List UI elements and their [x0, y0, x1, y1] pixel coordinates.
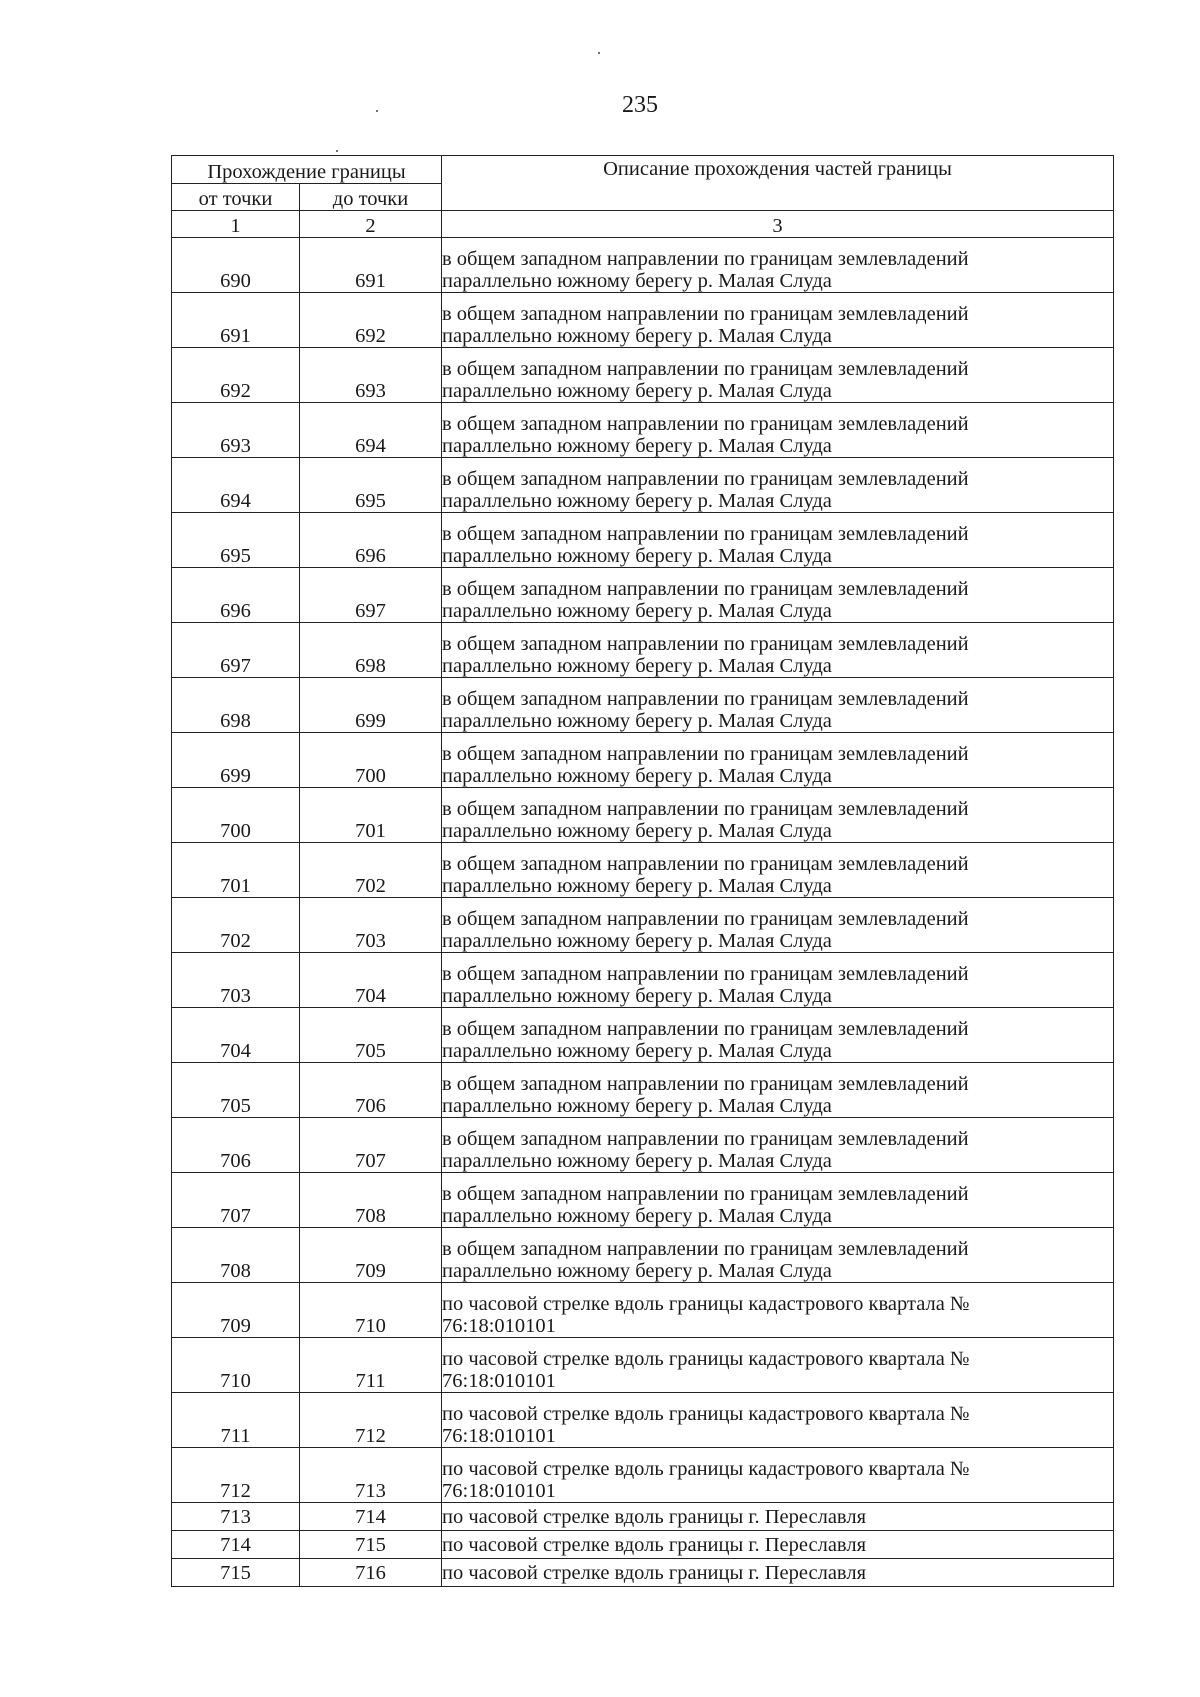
- description-line: по часовой стрелке вдоль границы г. Переславля: [442, 1505, 867, 1528]
- table-row: [172, 1008, 1114, 1063]
- description-cell: [442, 898, 1114, 953]
- description-line: в общем западном направлении по границам землевладений: [442, 578, 969, 600]
- description-line: в общем западном направлении по границам землевладений: [442, 413, 969, 435]
- description-line: по часовой стрелке вдоль границы кадастрового квартала №: [442, 1403, 970, 1425]
- to-point-cell: 716: [300, 1559, 442, 1587]
- from-point-cell: 708: [172, 1228, 300, 1283]
- from-point-cell: 703: [172, 953, 300, 1008]
- from-point-cell: 698: [172, 678, 300, 733]
- to-point-cell: 711: [300, 1338, 442, 1393]
- table-row: [172, 788, 1114, 843]
- from-point-cell: 715: [172, 1559, 300, 1587]
- from-point-cell: 711: [172, 1393, 300, 1448]
- table-row: [172, 623, 1114, 678]
- description-line: в общем западном направлении по границам землевладений: [442, 358, 969, 380]
- description-cell: [442, 1008, 1114, 1063]
- description-cell: [442, 1503, 1114, 1531]
- description-line: в общем западном направлении по границам землевладений: [442, 633, 969, 655]
- to-point-cell: 713: [300, 1448, 442, 1503]
- from-point-cell: 707: [172, 1173, 300, 1228]
- description-line: в общем западном направлении по границам землевладений: [442, 523, 969, 545]
- description-line: параллельно южному берегу р. Малая Слуда: [442, 985, 832, 1007]
- description-cell: [442, 348, 1114, 403]
- description-cell: [442, 1173, 1114, 1228]
- description-cell: [442, 843, 1114, 898]
- scan-speck: [598, 52, 600, 54]
- table-row: [172, 458, 1114, 513]
- table-row: [172, 1559, 1114, 1587]
- to-point-cell: 691: [300, 238, 442, 293]
- from-point-cell: 704: [172, 1008, 300, 1063]
- description-line: по часовой стрелке вдоль границы кадастрового квартала №: [442, 1348, 970, 1370]
- description-line: в общем западном направлении по границам землевладений: [442, 963, 969, 985]
- to-point-cell: 704: [300, 953, 442, 1008]
- to-point-cell: 712: [300, 1393, 442, 1448]
- scan-speck: [336, 150, 338, 152]
- table-row: [172, 1118, 1114, 1173]
- to-point-cell: 700: [300, 733, 442, 788]
- description-line: в общем западном направлении по границам землевладений: [442, 743, 969, 765]
- table-row: [172, 238, 1114, 293]
- table-row: [172, 1063, 1114, 1118]
- description-line: параллельно южному берегу р. Малая Слуда: [442, 1205, 832, 1227]
- description-line: параллельно южному берегу р. Малая Слуда: [442, 655, 832, 677]
- description-cell: [442, 1338, 1114, 1393]
- table-row: [172, 898, 1114, 953]
- description-cell: [442, 293, 1114, 348]
- from-point-cell: 691: [172, 293, 300, 348]
- group-header: Прохождение границы: [172, 156, 442, 184]
- to-point-cell: 707: [300, 1118, 442, 1173]
- description-cell: [442, 568, 1114, 623]
- from-point-cell: 699: [172, 733, 300, 788]
- description-line: 76:18:010101: [442, 1480, 556, 1502]
- to-point-cell: 703: [300, 898, 442, 953]
- column-number: 3: [442, 211, 1114, 238]
- from-point-cell: 713: [172, 1503, 300, 1531]
- header-row: [172, 156, 1114, 184]
- table-row: [172, 1338, 1114, 1393]
- to-point-cell: 692: [300, 293, 442, 348]
- column-number: 1: [172, 211, 300, 238]
- table-row: [172, 568, 1114, 623]
- description-cell: [442, 1448, 1114, 1503]
- table-row: [172, 953, 1114, 1008]
- description-line: параллельно южному берегу р. Малая Слуда: [442, 270, 832, 292]
- from-point-cell: 700: [172, 788, 300, 843]
- description-cell: [442, 458, 1114, 513]
- description-line: в общем западном направлении по границам землевладений: [442, 303, 969, 325]
- from-point-cell: 695: [172, 513, 300, 568]
- description-cell: [442, 953, 1114, 1008]
- table-row: [172, 1283, 1114, 1338]
- from-point-cell: 696: [172, 568, 300, 623]
- description-line: по часовой стрелке вдоль границы кадастрового квартала №: [442, 1458, 970, 1480]
- to-point-cell: 708: [300, 1173, 442, 1228]
- description-cell: [442, 403, 1114, 458]
- description-line: параллельно южному берегу р. Малая Слуда: [442, 435, 832, 457]
- table-row: [172, 293, 1114, 348]
- table-row: [172, 348, 1114, 403]
- description-line: по часовой стрелке вдоль границы г. Переславля: [442, 1533, 867, 1556]
- description-line: в общем западном направлении по границам землевладений: [442, 248, 969, 270]
- description-line: по часовой стрелке вдоль границы кадастрового квартала №: [442, 1293, 970, 1315]
- from-point-cell: 709: [172, 1283, 300, 1338]
- to-point-cell: 693: [300, 348, 442, 403]
- description-line: в общем западном направлении по границам землевладений: [442, 468, 969, 490]
- description-line: 76:18:010101: [442, 1315, 556, 1337]
- table-row: [172, 1448, 1114, 1503]
- description-line: в общем западном направлении по границам землевладений: [442, 853, 969, 875]
- description-line: параллельно южному берегу р. Малая Слуда: [442, 600, 832, 622]
- description-line: параллельно южному берегу р. Малая Слуда: [442, 380, 832, 402]
- description-cell: [442, 1559, 1114, 1587]
- table-row: [172, 1393, 1114, 1448]
- description-line: в общем западном направлении по границам землевладений: [442, 1018, 969, 1040]
- description-line: параллельно южному берегу р. Малая Слуда: [442, 765, 832, 787]
- to-point-header: до точки: [300, 184, 442, 211]
- scan-speck: [376, 110, 378, 112]
- description-line: параллельно южному берегу р. Малая Слуда: [442, 1095, 832, 1117]
- to-point-cell: 714: [300, 1503, 442, 1531]
- description-line: параллельно южному берегу р. Малая Слуда: [442, 1260, 832, 1282]
- table-row: [172, 678, 1114, 733]
- from-point-cell: 690: [172, 238, 300, 293]
- from-point-cell: 714: [172, 1531, 300, 1559]
- description-line: в общем западном направлении по границам землевладений: [442, 688, 969, 710]
- description-cell: [442, 623, 1114, 678]
- description-line: в общем западном направлении по границам землевладений: [442, 1183, 969, 1205]
- to-point-cell: 695: [300, 458, 442, 513]
- from-point-cell: 712: [172, 1448, 300, 1503]
- description-line: параллельно южному берегу р. Малая Слуда: [442, 325, 832, 347]
- description-cell: [442, 1283, 1114, 1338]
- from-point-cell: 710: [172, 1338, 300, 1393]
- table-row: [172, 1503, 1114, 1531]
- description-cell: [442, 513, 1114, 568]
- description-cell: [442, 1228, 1114, 1283]
- to-point-cell: 710: [300, 1283, 442, 1338]
- to-point-cell: 694: [300, 403, 442, 458]
- to-point-cell: 701: [300, 788, 442, 843]
- description-line: параллельно южному берегу р. Малая Слуда: [442, 545, 832, 567]
- column-number-row: [172, 211, 1114, 238]
- description-line: параллельно южному берегу р. Малая Слуда: [442, 820, 832, 842]
- to-point-cell: 715: [300, 1531, 442, 1559]
- description-line: в общем западном направлении по границам землевладений: [442, 1238, 969, 1260]
- from-point-cell: 697: [172, 623, 300, 678]
- description-line: параллельно южному берегу р. Малая Слуда: [442, 710, 832, 732]
- to-point-cell: 699: [300, 678, 442, 733]
- table-row: [172, 1173, 1114, 1228]
- table-row: [172, 733, 1114, 788]
- from-point-cell: 702: [172, 898, 300, 953]
- description-line: в общем западном направлении по границам землевладений: [442, 798, 969, 820]
- to-point-cell: 709: [300, 1228, 442, 1283]
- from-point-cell: 701: [172, 843, 300, 898]
- description-line: в общем западном направлении по границам землевладений: [442, 908, 969, 930]
- description-cell: [442, 1118, 1114, 1173]
- to-point-cell: 702: [300, 843, 442, 898]
- boundary-table: [171, 155, 1114, 1587]
- description-line: 76:18:010101: [442, 1425, 556, 1447]
- description-cell: [442, 678, 1114, 733]
- from-point-cell: 705: [172, 1063, 300, 1118]
- column-number: 2: [300, 211, 442, 238]
- to-point-cell: 697: [300, 568, 442, 623]
- description-cell: [442, 238, 1114, 293]
- description-line: параллельно южному берегу р. Малая Слуда: [442, 930, 832, 952]
- description-cell: [442, 1531, 1114, 1559]
- description-line: в общем западном направлении по границам землевладений: [442, 1073, 969, 1095]
- from-point-cell: 693: [172, 403, 300, 458]
- description-header: Описание прохождения частей границы: [442, 156, 1114, 211]
- description-cell: [442, 788, 1114, 843]
- description-line: 76:18:010101: [442, 1370, 556, 1392]
- from-point-header: от точки: [172, 184, 300, 211]
- from-point-cell: 706: [172, 1118, 300, 1173]
- table-row: [172, 513, 1114, 568]
- table-row: [172, 1531, 1114, 1559]
- description-line: параллельно южному берегу р. Малая Слуда: [442, 1040, 832, 1062]
- description-cell: [442, 733, 1114, 788]
- table-row: [172, 1228, 1114, 1283]
- description-line: в общем западном направлении по границам землевладений: [442, 1128, 969, 1150]
- table-row: [172, 843, 1114, 898]
- to-point-cell: 698: [300, 623, 442, 678]
- description-cell: [442, 1393, 1114, 1448]
- to-point-cell: 706: [300, 1063, 442, 1118]
- description-line: параллельно южному берегу р. Малая Слуда: [442, 875, 832, 897]
- to-point-cell: 705: [300, 1008, 442, 1063]
- from-point-cell: 692: [172, 348, 300, 403]
- from-point-cell: 694: [172, 458, 300, 513]
- description-line: параллельно южному берегу р. Малая Слуда: [442, 490, 832, 512]
- page-number: 235: [622, 92, 658, 118]
- description-cell: [442, 1063, 1114, 1118]
- description-line: по часовой стрелке вдоль границы г. Переславля: [442, 1561, 867, 1584]
- description-line: параллельно южному берегу р. Малая Слуда: [442, 1150, 832, 1172]
- to-point-cell: 696: [300, 513, 442, 568]
- table-row: [172, 403, 1114, 458]
